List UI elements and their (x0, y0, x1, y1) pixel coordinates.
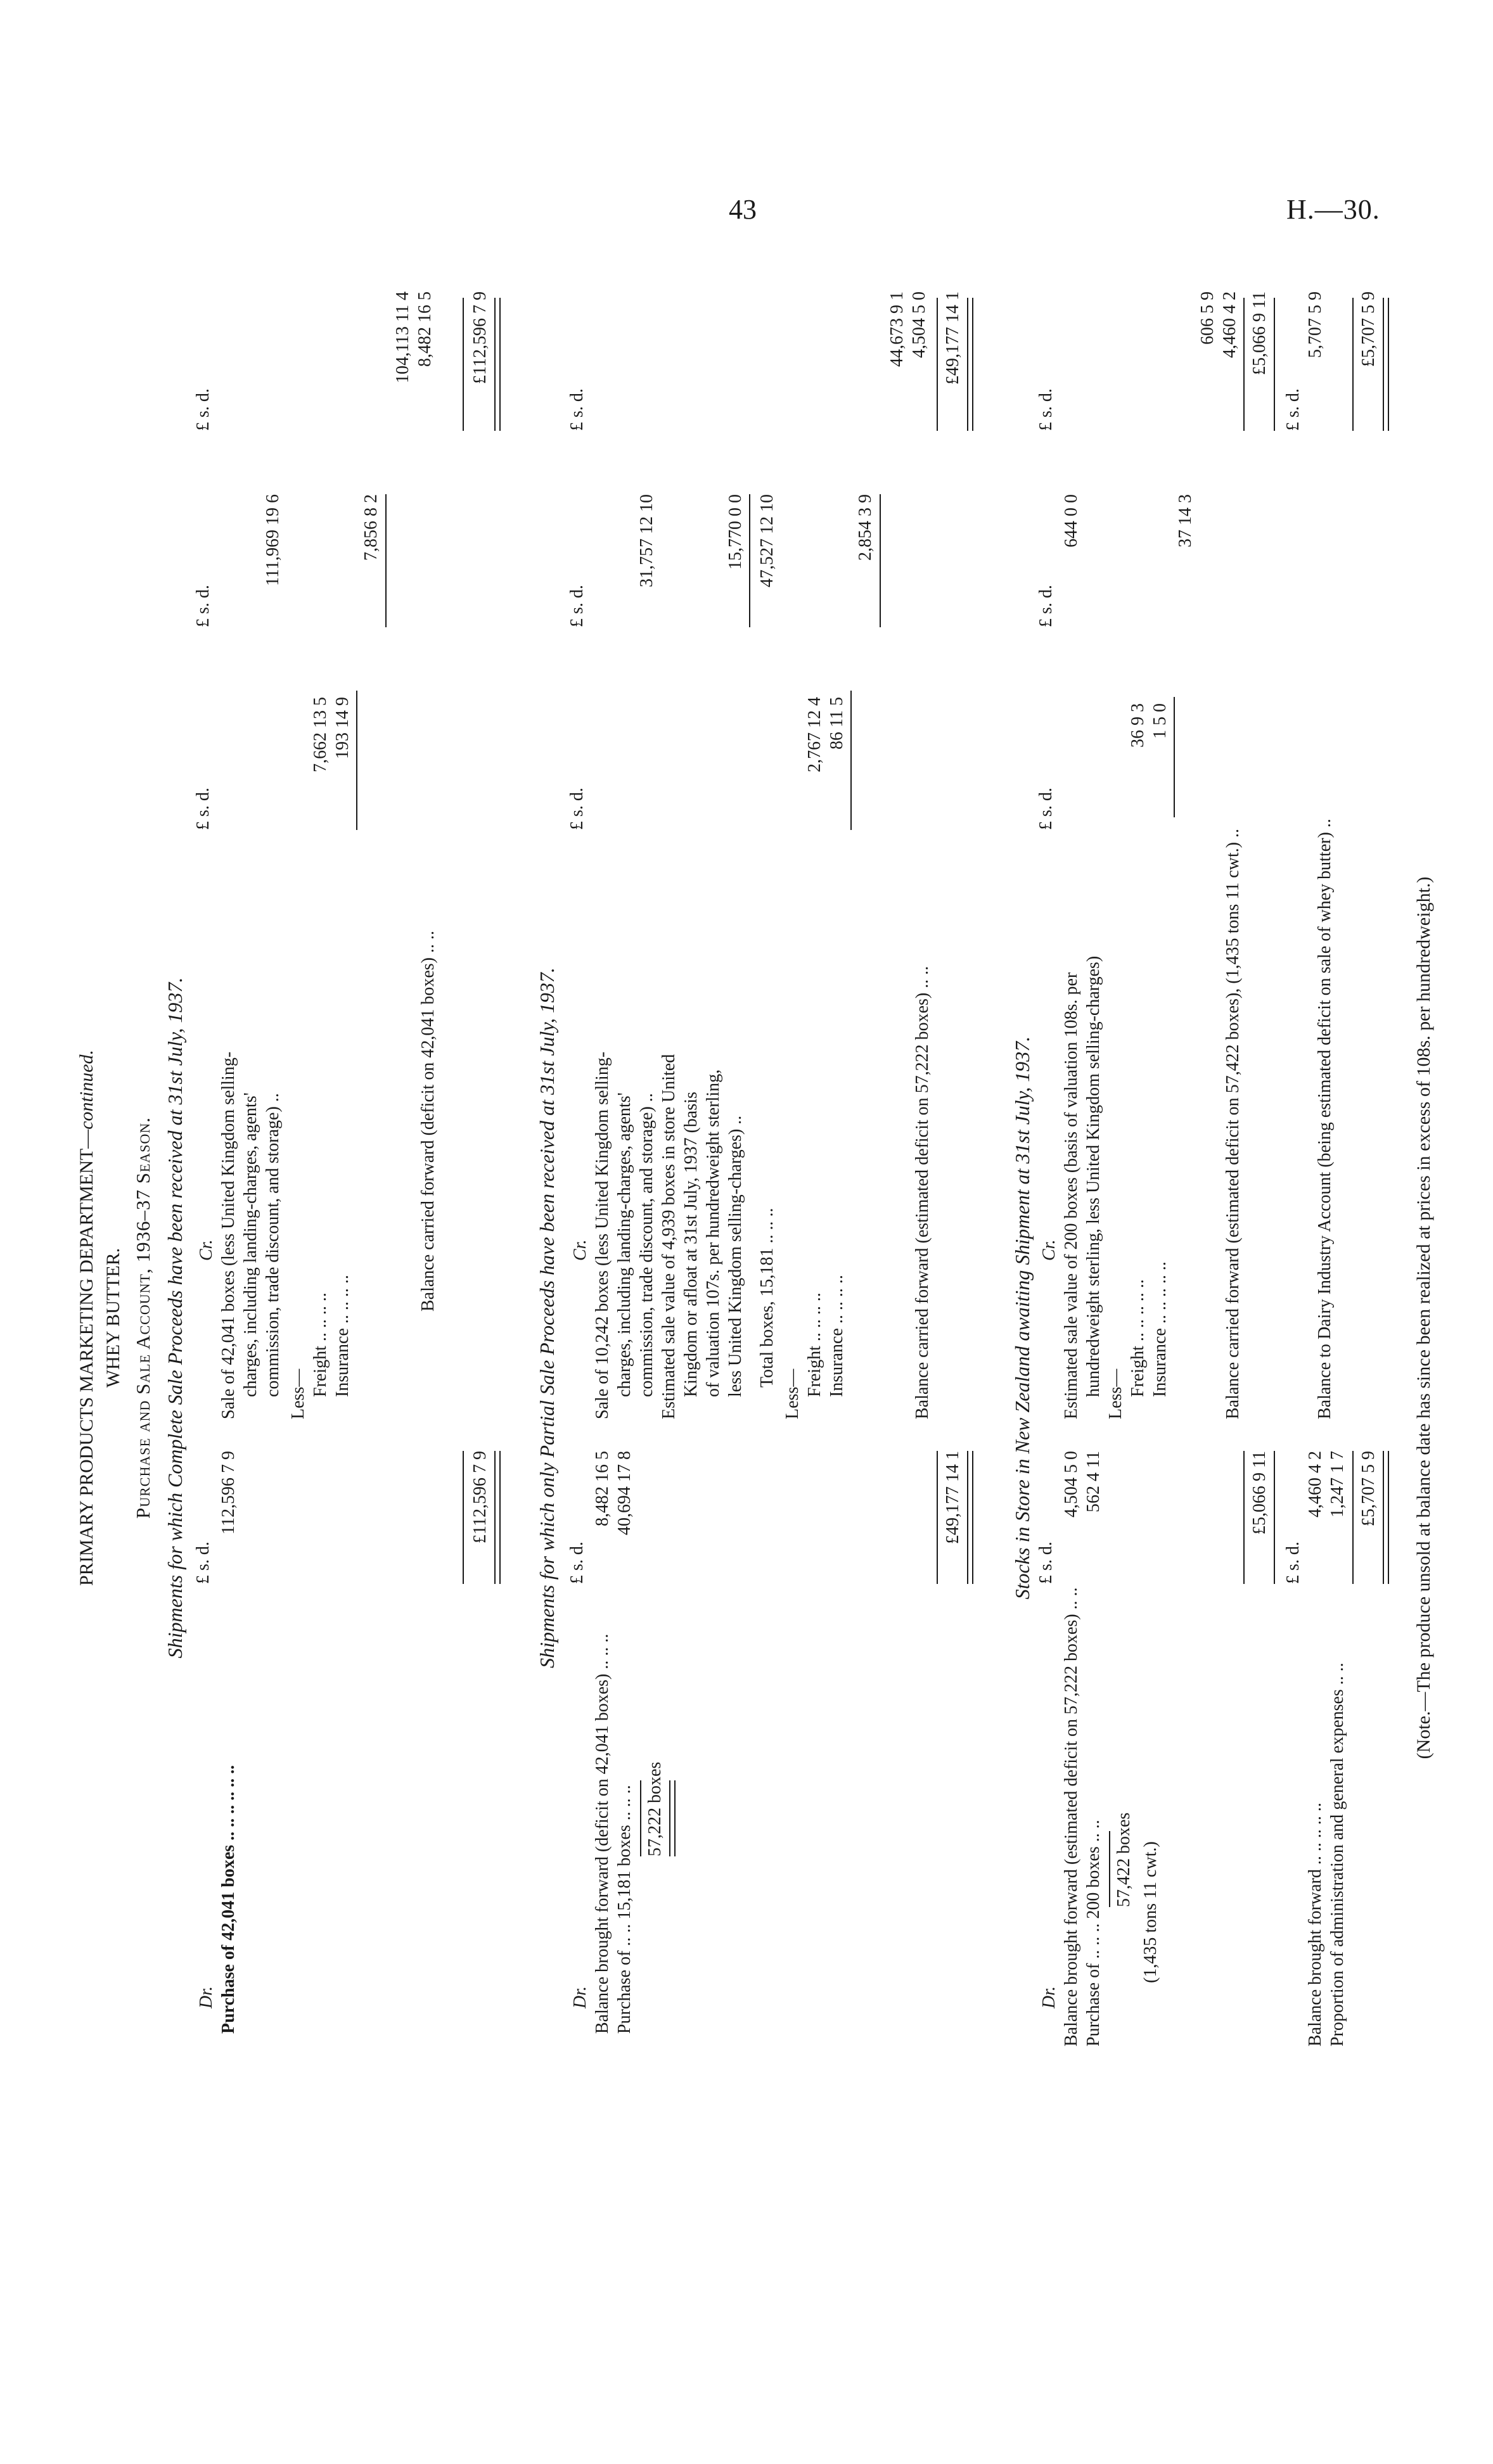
section3-cr-lsd-header-3: £ s. d. (1036, 388, 1056, 431)
section3-cr-total-rule (1243, 298, 1245, 431)
section2-subtotal-rule (749, 494, 750, 627)
section1-balance-line: Balance carried forward (deficit on 42,041 boxes) .. .. (418, 931, 438, 1312)
section2-boxes-double-rule (669, 1780, 676, 1856)
section2-freight: Freight .. .. .. .. (805, 1293, 824, 1397)
section3-cr-total: £5,066 9 11 (1250, 291, 1269, 375)
section2-cr-lsd-header-3: £ s. d. (567, 388, 587, 431)
section1-cr-total-rule (463, 298, 464, 431)
page-reference: H.—30. (1286, 194, 1380, 225)
section1-cr-lsd-header-2: £ s. d. (193, 585, 213, 627)
account-heading: Purchase and Sale Account, 1936–37 Season. (132, 1116, 154, 1519)
section3-insurance: Insurance .. .. .. .. .. (1150, 1261, 1170, 1397)
section1-net-amount: 104,113 11 4 (393, 291, 413, 383)
section3-dr-label: Dr. (1039, 1986, 1059, 2008)
section2-total-boxes: Total boxes, 15,181 .. .. .. (757, 1208, 777, 1388)
section3-cr-lsd-header-2: £ s. d. (1036, 585, 1056, 627)
page-number: 43 (729, 194, 757, 225)
section3-purchase-amount: 562 4 11 (1084, 1451, 1103, 1512)
footnote: (Note.—The produce unsold at balance date has since been realized at prices in excess of 108s. per hundredweight.) (1413, 876, 1434, 1759)
section3-tons: (1,435 tons 11 cwt.) (1141, 1841, 1160, 1983)
section1-less-total: 7,856 8 2 (361, 494, 381, 561)
section2-insurance-amount: 86 11 5 (827, 697, 847, 750)
section2-sale-line-1: Sale of 10,242 boxes (less United Kingdom selling- (593, 1051, 612, 1419)
section1-dr-double-rule (494, 1451, 501, 1584)
section1-dr-total-rule (463, 1451, 464, 1584)
section1-title: Shipments for which Complete Sale Proceeds have been received at 31st July, 1937. (163, 977, 186, 1659)
section3-cr-total-underline (1274, 298, 1275, 431)
section2-sale-amount: 31,757 12 10 (637, 494, 657, 587)
section1-cr-total: £112,596 7 9 (470, 291, 490, 384)
section2-boxes-total: 57,222 boxes (645, 1761, 665, 1856)
section3-cr2-total: £5,707 5 9 (1359, 291, 1378, 367)
section2-sale-line-3: commission, trade discount, and storage) .. (637, 1093, 657, 1397)
section2-insurance: Insurance .. .. .. .. (827, 1275, 847, 1397)
section1-purchase-amount: 112,596 7 9 (219, 1451, 238, 1535)
section1-insurance-amount: 193 14 9 (333, 697, 352, 759)
section3-cr2-double-rule (1383, 298, 1389, 431)
section3-insurance-amount: 1 5 0 (1150, 703, 1170, 739)
section3-cr-lsd-header-1: £ s. d. (1036, 788, 1056, 830)
section2-less-total: 2,854 3 9 (855, 494, 875, 561)
section2-cr-double-rule (967, 298, 973, 431)
section3-dr-total: £5,066 9 11 (1250, 1451, 1269, 1535)
department-heading: PRIMARY PRODUCTS MARKETING DEPARTMENT—continued. (76, 1049, 97, 1586)
section2-freight-amount: 2,767 12 4 (805, 697, 824, 772)
section3-less: Less— (1106, 1369, 1125, 1419)
section2-cr-total: £49,177 14 1 (943, 291, 963, 385)
section2-dr-double-rule (967, 1451, 973, 1584)
section3-net-amount: 606 5 9 (1198, 291, 1217, 345)
section3-balance-amount: 4,460 4 2 (1220, 291, 1240, 358)
section3-freight-amount: 36 9 3 (1128, 703, 1148, 748)
rotated-account-sheet (63, 234, 1445, 2401)
section3-balance-brought-forward: Balance brought forward (estimated deficit on 57,222 boxes) .. .. (1061, 1587, 1081, 2046)
section2-balance-brought-forward-amount: 8,482 16 5 (593, 1451, 612, 1526)
section3-admin-expenses-amount: 1,247 1 7 (1328, 1451, 1347, 1517)
section1-sale-line-1: Sale of 42,041 boxes (less United Kingdom selling- (219, 1051, 238, 1419)
section3-boxes-total: 57,422 boxes (1114, 1812, 1134, 1907)
section3-cr2-total-rule (1352, 298, 1354, 431)
section2-dr-label: Dr. (570, 1986, 590, 2008)
section3-boxes-rule (1109, 1831, 1110, 1907)
section1-freight: Freight .. .. .. .. (311, 1293, 330, 1397)
section3-balance-brought-forward-amount: 4,504 5 0 (1061, 1451, 1081, 1517)
section1-sale-line-3: commission, trade discount, and storage) .. (263, 1093, 283, 1397)
section1-sale-amount: 111,969 19 6 (263, 494, 283, 586)
section3-less-total: 37 14 3 (1176, 494, 1195, 547)
section2-dr-total: £49,177 14 1 (943, 1451, 963, 1544)
section1-net-rule (385, 494, 387, 627)
section1-sale-line-2: charges, including landing-charges, agents' (241, 1092, 260, 1397)
section2-less: Less— (783, 1369, 802, 1419)
section3-dairy-industry-line: Balance to Dairy Industry Account (being estimated deficit on sale of whey butter) .. (1315, 819, 1335, 1419)
section3-dr2-lsd-header: £ s. d. (1283, 1542, 1303, 1584)
section2-boxes-rule (640, 1780, 641, 1856)
section2-cr-label: Cr. (570, 1239, 590, 1261)
section2-less-rule (850, 691, 852, 830)
section3-cr-label: Cr. (1039, 1239, 1059, 1261)
section2-estimate-line-1: Estimated sale value of 4,939 boxes in store United (659, 1054, 679, 1419)
section3-freight: Freight .. .. .. .. .. (1128, 1279, 1148, 1397)
section3-dr-lsd-header: £ s. d. (1036, 1542, 1056, 1584)
section2-dr-total-rule (937, 1451, 938, 1584)
section2-balance-line: Balance carried forward (estimated deficit on 57,222 boxes) .. .. (913, 966, 932, 1419)
section2-net-amount: 44,673 9 1 (887, 291, 907, 367)
section2-net-rule (880, 494, 881, 627)
section3-title: Stocks in Store in New Zealand awaiting Shipment at 31st July, 1937. (1011, 1036, 1034, 1600)
section1-balance-amount: 8,482 16 5 (415, 291, 435, 367)
section3-admin-expenses: Proportion of administration and general expenses .. .. (1328, 1663, 1347, 2046)
section2-estimate-amount: 15,770 0 0 (726, 494, 745, 570)
section2-subtotal: 47,527 12 10 (757, 494, 777, 587)
section2-balance-amount: 4,504 5 0 (909, 291, 929, 358)
section2-dr-lsd-header: £ s. d. (567, 1542, 587, 1584)
section2-purchase-line: Purchase of .. .. 15,181 boxes .. .. .. (615, 1785, 634, 2034)
section3-estimate-amount: 644 0 0 (1061, 494, 1081, 547)
product-heading: WHEY BUTTER. (103, 1248, 124, 1388)
section3-dr2-double-rule (1383, 1451, 1389, 1584)
section2-estimate-line-2: Kingdom or afloat at 31st July, 1937 (basis (681, 1092, 701, 1397)
section3-purchase-line: Purchase of .. .. .. 200 boxes .. .. (1084, 1820, 1103, 2046)
section1-less: Less— (288, 1369, 308, 1419)
section2-cr-lsd-header-2: £ s. d. (567, 585, 587, 627)
section1-cr-lsd-header-1: £ s. d. (193, 788, 213, 830)
section2-cr-total-rule (937, 298, 938, 431)
section3-cr2-lsd-header: £ s. d. (1283, 388, 1303, 431)
section3-estimate-line-1: Estimated sale value of 200 boxes (basis of valuation 108s. per (1061, 972, 1081, 1419)
section2-balance-brought-forward: Balance brought forward (deficit on 42,041 boxes) .. .. .. (593, 1633, 612, 2034)
section1-dr-total: £112,596 7 9 (470, 1451, 490, 1543)
section3-dr2-total: £5,707 5 9 (1359, 1451, 1378, 1526)
section2-sale-line-2: charges, including landing-charges, agents' (615, 1092, 634, 1397)
section1-purchase-line: Purchase of 42,041 boxes .. .. .. .. .. .. (219, 1765, 238, 2034)
section1-cr-label: Cr. (196, 1239, 216, 1261)
section3-dr-total-rule (1243, 1451, 1245, 1584)
section1-dr-lsd-header: £ s. d. (193, 1542, 213, 1584)
section2-estimate-line-3: of valuation 107s. per hundredweight sterling, (703, 1069, 723, 1397)
section3-balance-line: Balance carried forward (estimated deficit on 57,422 boxes), (1,435 tons 11 cwt.) .. (1223, 829, 1243, 1419)
section1-cr-lsd-header-3: £ s. d. (193, 388, 213, 431)
section3-dr-total-underline (1274, 1451, 1275, 1584)
section2-estimate-line-4: less United Kingdom selling-charges) .. (726, 1115, 745, 1397)
section2-cr-lsd-header-1: £ s. d. (567, 788, 587, 830)
section3-estimate-line-2: hundredweight sterling, less United Kingdom selling-charges) (1084, 955, 1103, 1397)
section2-title: Shipments for which only Partial Sale Proceeds have been received at 31st July, 1937. (535, 967, 558, 1668)
section1-dr-label: Dr. (196, 1986, 216, 2008)
section3-dr2-total-rule (1352, 1451, 1354, 1584)
section3-balance-brought-forward-2-amount: 4,460 4 2 (1305, 1451, 1325, 1517)
section2-purchase-amount: 40,694 17 8 (615, 1451, 634, 1535)
section1-less-rule (356, 691, 357, 830)
section3-less-rule (1174, 697, 1175, 817)
section3-balance-brought-forward-2: Balance brought forward .. .. .. .. .. (1305, 1803, 1325, 2046)
section1-insurance: Insurance .. .. .. .. (333, 1275, 352, 1397)
section1-freight-amount: 7,662 13 5 (311, 697, 330, 772)
section1-cr-double-rule (494, 298, 501, 431)
section3-dairy-industry-amount: 5,707 5 9 (1305, 291, 1325, 358)
